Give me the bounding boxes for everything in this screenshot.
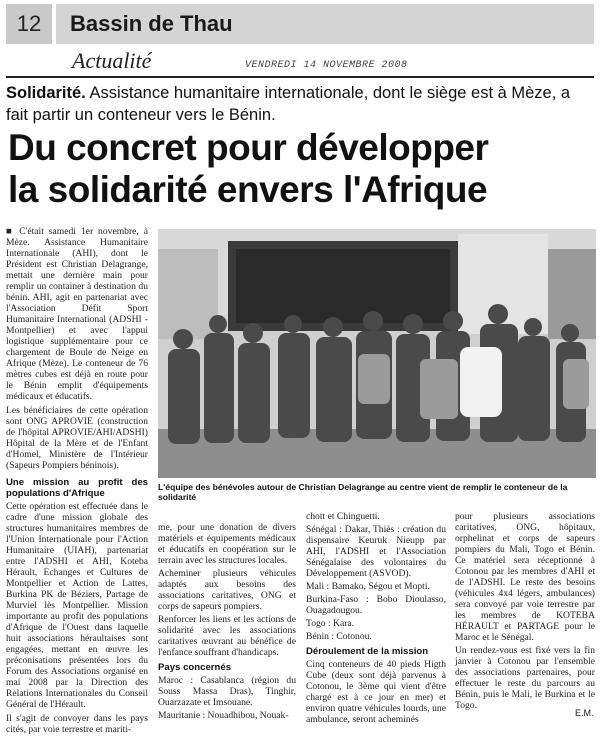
subheading: Une mission au profit des populations d'Afrique	[6, 477, 148, 499]
paragraph: Mali : Bamako, Ségou et Mopti.	[306, 581, 430, 592]
headline	[8, 127, 598, 211]
paragraph: pour plusieurs associations caritatives, ONG, hôpitaux, orphelinat et corps de sapeurs pompiers du Mali, Togo et Bénin. Ce matériel sera réceptionné à Cotonou par les membres d'AHI et de l'ADSHI. Le reste des besoins (véhicules 4x4 légers, ambulances) sera convoyé par voie terrestre par les membres de KOTEBA HÉRAULT et PARTAGE pour le Maroc et le Sénégal.	[455, 511, 595, 643]
article-column-2	[158, 522, 296, 723]
paragraph: Togo : Kara.	[306, 618, 355, 629]
paragraph: Cinq conteneurs de 40 pieds Higth Cube (deux sont déjà parvenus à Cotonou, le 3ème qui vient d'être chargé est à ce jour en mer) et environ quatre véhicules lourds, une ambulance, seront acheminés	[306, 659, 446, 725]
photo-caption: L'équipe des bénévoles autour de Christian Delagrange au centre vient de remplir le conteneur de la solidarité	[158, 482, 568, 502]
section-title: Bassin de Thau	[56, 4, 594, 44]
paragraph: Mauritanie : Nouadhibou, Nouak-	[158, 710, 289, 721]
rubric-title: Actualité	[72, 48, 152, 73]
paragraph: ■ C'était samedi 1er novembre, à Mèze. Assistance Humanitaire Internationale (AHI), dont le Président est Christian Delagrange, mettait une dernière main pour remplir un container à destination du bénin. AHI, agit en partenariat avec l'Association Défit Sport Humanitaire International (ADSHI - Montpellier) et avec l'appui logistique supplémentaire pour ce chargement de Boule de Neige en Afrique (Mèze). Le conteneur de 76 mètres cubes est déjà en route pour le Bénin emplit d'équipements médicaux et éducatifs.	[6, 226, 148, 402]
lead-keyword: Solidarité.	[6, 84, 86, 102]
headline-line-2: la solidarité envers l'Afrique	[8, 169, 488, 210]
paragraph: Burkina-Faso : Bobo Dioulasso, Ouagadougou.	[306, 594, 446, 616]
paragraph: Cette opération est effectuée dans le cadre d'une mission globale des structures humanitaires membres de l'Union Internationale pour l'Action Humanitaire (UIAH), partenariat entre l'ADSHI et AHI, Koteba Hérault, Echanges et Cultures de Montpellier et Action de Lattes, Burkina PK de Béziers, Partage de Murviel lès Montpellier. Mission importante au profit des populations d'Afrique de l'Ouest dans laquelle huit associations héraultaises sont engagées, mettant en œuvre les préconisations présentées lors du Forum des Associations organisé en mai 2008 par la Direction des Relations Internationales du Conseil Général de l'Hérault.	[6, 501, 148, 710]
page-header	[6, 4, 594, 44]
article-column-3	[306, 511, 446, 727]
lead-text: Assistance humanitaire internationale, dont le siège est à Mèze, a fait partir un conteneur vers le Bénin.	[6, 84, 571, 124]
photo-image	[158, 229, 596, 478]
paragraph: Maroc : Casablanca (région du Souss Massa Dras), Tinghir, Ouarzazate et Imsouane.	[158, 675, 296, 708]
author-signature: E.M.	[575, 708, 594, 718]
paragraph: Sénégal : Dakar, Thiès : création du dispensaire Keuruk Nieupp par AHI, l'ADSHI et l'Association Sénégalaise des volontaires du Développement (ASVOD).	[306, 524, 446, 579]
group-photo	[158, 229, 596, 478]
paragraph: Il s'agit de convoyer dans les pays cités, par voie terrestre et mariti-	[6, 713, 148, 735]
paragraph: Renforcer les liens et les actions de solidarité avec les associations caritatives œuvrant au bénéfice de l'enfance souffrant d'handicaps.	[158, 614, 296, 658]
paragraph: Un rendez-vous est fixé vers la fin janvier à Cotonou par l'ensemble des associations partenaires, pour effectuer le reste du parcours au Bénin, puis le Mali, le Burkina et le Togo.	[455, 645, 595, 711]
paragraph: Les bénéficiaires de cette opération sont ONG APROVIE (construction de l'hôpital APROVIE/AHI/ADSHI) Hôpital de la Mère et de l'Enfant d'Homel, Ministère de l'Intérieur (Sapeurs Pompiers béninois).	[6, 405, 148, 471]
subheading: Pays concernés	[158, 662, 232, 673]
issue-date: VENDREDI 14 NOVEMBRE 2008	[245, 60, 408, 71]
article-column-4	[455, 511, 595, 713]
lead-paragraph	[6, 82, 594, 126]
paragraph: chott et Chinguetti.	[306, 511, 380, 522]
page-number: 12	[6, 4, 52, 44]
subheading: Déroulement de la mission	[306, 646, 429, 657]
headline-line-1: Du concret pour développer	[8, 127, 489, 168]
header-rule	[6, 76, 594, 78]
paragraph: Acheminer plusieurs véhicules adaptés aux besoins des associations caritatives, ONG et corps de sapeurs pompiers.	[158, 568, 296, 612]
article-column-1	[6, 226, 148, 738]
paragraph: Bénin : Cotonou.	[306, 631, 372, 642]
paragraph: me, pour une donation de divers matériels et équipements médicaux et éducatifs en coopération sur le terrain avec les structures locales.	[158, 522, 296, 566]
